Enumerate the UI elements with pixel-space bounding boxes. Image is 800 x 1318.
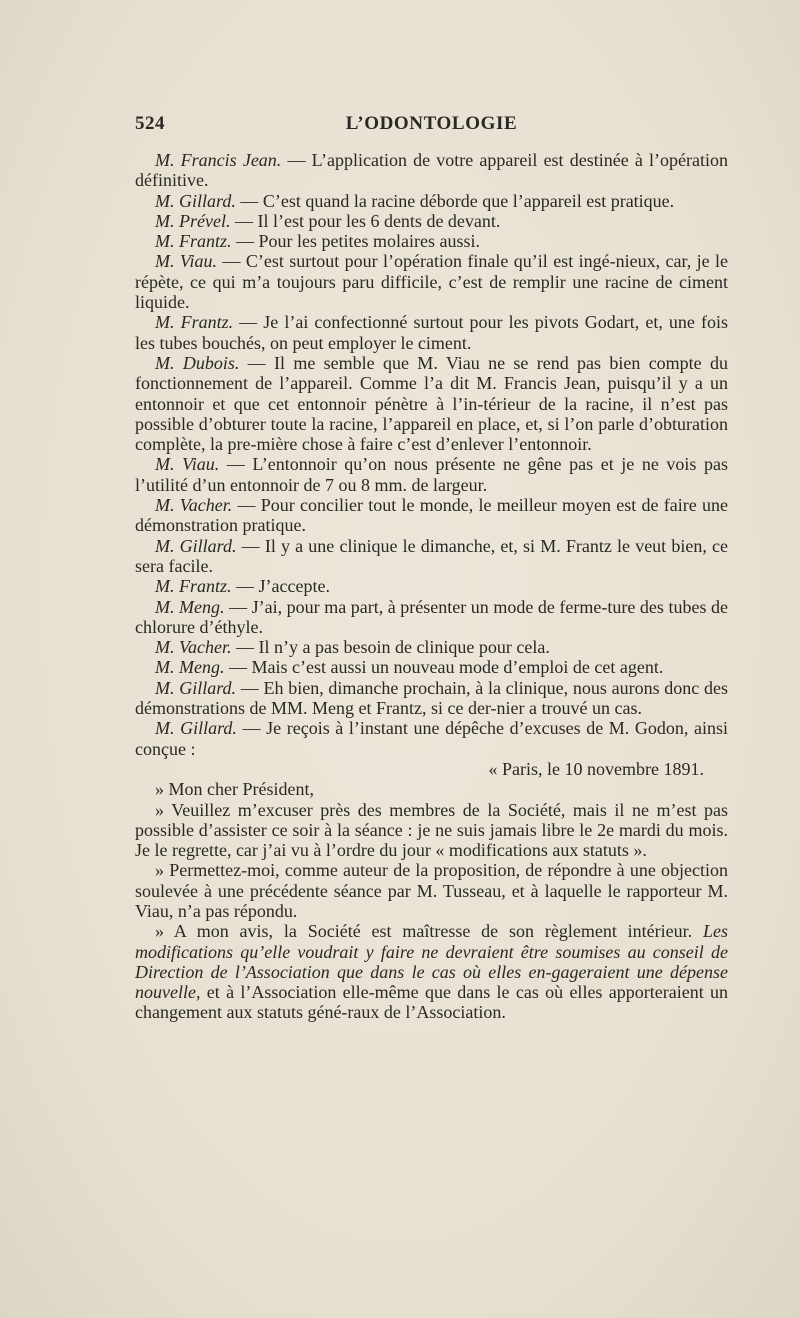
speech-text: — L’application de votre appareil est destinée à l’opération définitive. [135, 150, 728, 191]
letter-text: et à l’Association elle-même que dans le cas où elles apporteraient un changement aux statuts géné-raux de l’Association. [135, 982, 728, 1023]
speech-text: — J’accepte. [231, 576, 330, 597]
speech-text: — Je l’ai confectionné surtout pour les pivots Godart, et, une fois les tubes bouchés, on peut employer le ciment. [135, 312, 728, 353]
speaker-name: M. Frantz. [155, 576, 232, 597]
speech-text: — Mais c’est aussi un nouveau mode d’emploi de cet agent. [224, 657, 664, 678]
paragraph [135, 312, 728, 353]
paragraph [135, 637, 728, 657]
speaker-name: M. Meng. [155, 596, 225, 617]
speech-text: — Il y a une clinique le dimanche, et, si M. Frantz le veut bien, ce sera facile. [135, 535, 728, 576]
speech-text: — Eh bien, dimanche prochain, à la clinique, nous aurons donc des démonstrations de MM. Meng et Frantz, si ce der-nier a trouvé un cas. [135, 677, 728, 719]
speaker-name: M. Frantz. [155, 231, 232, 252]
letter-paragraph: » Veuillez m’excuser près des membres de la Société, mais il ne m’est pas possible d’assister ce soir à la séance : je ne suis jamais libre le 2e mardi du mois. Je le regrette, car j’ai vu à l’ordre du jour « modifications aux statuts ». [135, 799, 728, 861]
speech-text: — Il l’est pour les 6 dents de devant. [230, 210, 501, 231]
speaker-name: M. Frantz. [155, 312, 234, 333]
paragraph [135, 597, 728, 638]
paragraph [135, 678, 728, 719]
speech-text: — C’est quand la racine déborde que l’appareil est pratique. [235, 190, 675, 211]
speaker-name: M. Prével. [155, 210, 231, 231]
letter-date-line: « Paris, le 10 novembre 1891. [488, 758, 704, 779]
speaker-name: M. Gillard. [155, 190, 236, 211]
paragraph [135, 231, 728, 251]
speaker-name: M. Viau. [155, 454, 220, 475]
page-header [135, 113, 728, 143]
speech-text: — Il me semble que M. Viau ne se rend pas bien compte du fonctionnement de l’appareil. Comme l’a dit M. Francis Jean, puisqu’il y a un entonnoir et que cet entonnoir pénètre à l’in-térieur de la racine, il n’est pas possible d’obturer toute la racine, l’appareil en place, et, si l’on parle d’obturation complète, la pre-mière chose à faire c’est d’enlever l’entonnoir. [135, 352, 729, 455]
speech-text: — Je reçois à l’instant une dépêche d’excuses de M. Godon, ainsi conçue : [135, 718, 728, 759]
paragraph [135, 353, 728, 454]
speech-text: — L’entonnoir qu’on nous présente ne gêne pas et je ne vois pas l’utilité d’un entonnoir de 7 ou 8 mm. de largeur. [135, 454, 728, 495]
paragraph [135, 251, 728, 312]
speaker-name: M. Gillard. [155, 718, 237, 739]
letter-text: » A mon avis, la Société est maîtresse de son règlement intérieur. [155, 921, 703, 942]
letter-salutation: » Mon cher Président, [155, 779, 314, 800]
paragraph [135, 191, 728, 211]
speaker-name: M. Vacher. [155, 637, 232, 658]
speech-text: — J’ai, pour ma part, à présenter un mode de ferme-ture des tubes de chlorure d’éthyle. [135, 596, 728, 637]
letter-paragraph: » Permettez-moi, comme auteur de la proposition, de répondre à une objection soulevée à une précédente séance par M. Tusseau, et à laquelle le rapporteur M. Viau, n’a pas répondu. [135, 860, 728, 921]
running-title: L’ODONTOLOGIE [345, 113, 518, 134]
paragraph [135, 454, 728, 495]
paragraph [135, 495, 728, 536]
paragraph [135, 150, 728, 191]
speaker-name: M. Dubois. [155, 352, 240, 373]
speech-text: — Il n’y a pas besoin de clinique pour cela. [231, 637, 550, 658]
paragraph [135, 657, 728, 677]
page-number: 524 [135, 113, 165, 134]
letter-paragraph [135, 921, 728, 1022]
speech-text: — Pour les petites molaires aussi. [231, 231, 480, 252]
speech-text: — Pour concilier tout le monde, le meilleur moyen est de faire une démonstration pratique. [135, 495, 728, 536]
speaker-name: M. Francis Jean. [155, 150, 282, 170]
letter-italic-text: Les modifications qu’elle voudrait y faire ne devraient être soumises au conseil de Direction de l’Association que dans le cas où elles en-gageraient une dépense nouvelle, [135, 921, 728, 1003]
paragraph [135, 211, 728, 231]
paragraph [135, 536, 728, 577]
paragraph [135, 718, 728, 759]
speaker-name: M. Viau. [155, 251, 218, 272]
speaker-name: M. Gillard. [155, 535, 237, 556]
paragraph [135, 576, 728, 596]
body-text [135, 150, 728, 1023]
speech-text: — C’est surtout pour l’opération finale qu’il est ingé-nieux, car, je le répète, ce qui m’a toujours paru difficile, c’est de remplir une racine de ciment liquide. [135, 251, 728, 313]
speaker-name: M. Gillard. [155, 677, 237, 698]
speaker-name: M. Meng. [155, 657, 225, 678]
speaker-name: M. Vacher. [155, 495, 233, 516]
